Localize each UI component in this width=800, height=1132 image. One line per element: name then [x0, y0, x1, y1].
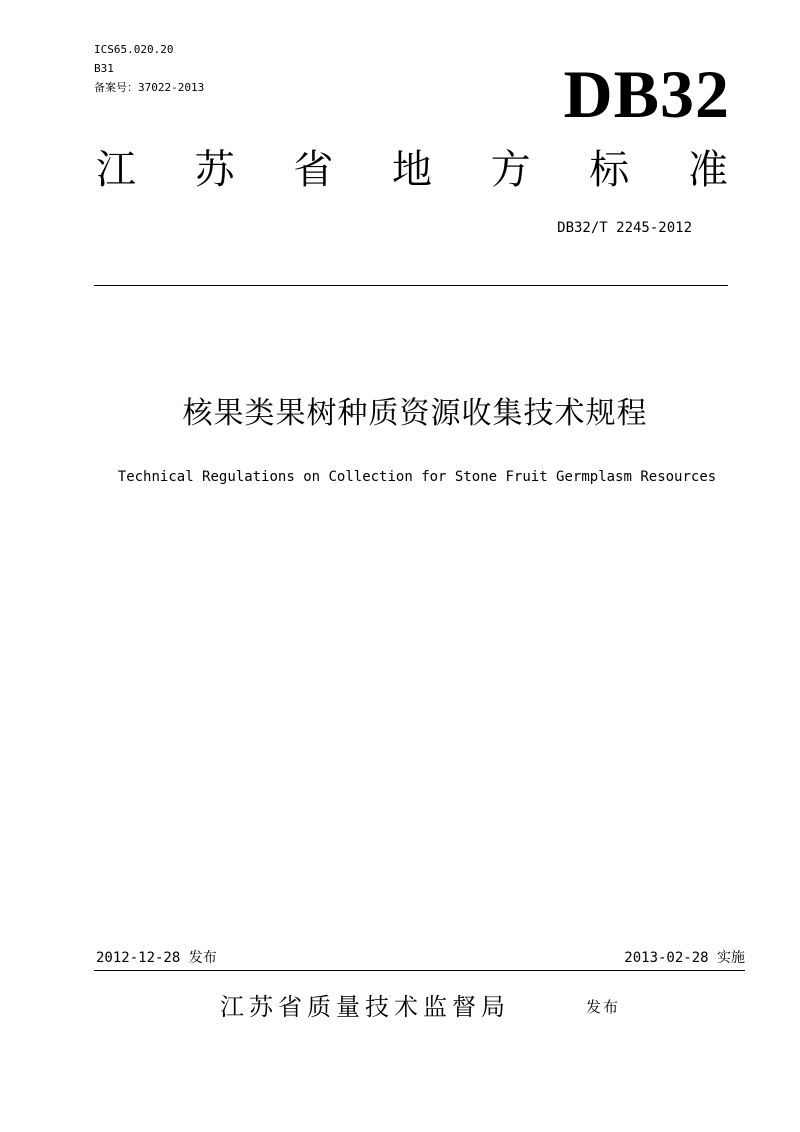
document-title-english: Technical Regulations on Collection for Stone Fruit Germplasm Resources — [117, 469, 717, 485]
org-char: 省 — [293, 147, 334, 193]
issuing-authority: 江苏省质量技术监督局 — [220, 993, 510, 1021]
header-divider — [94, 285, 728, 286]
org-char: 苏 — [194, 147, 235, 193]
org-char: 标 — [589, 147, 630, 193]
org-char: 准 — [687, 147, 728, 193]
footer-divider — [94, 970, 745, 971]
implement-date: 2013-02-28 实施 — [624, 950, 745, 966]
org-char: 地 — [391, 147, 432, 193]
standard-number: DB32/T 2245-2012 — [557, 220, 692, 236]
org-char: 方 — [490, 147, 531, 193]
ics-code: ICS65.020.20 — [94, 43, 174, 56]
org-char: 江 — [96, 147, 136, 193]
organization-heading — [96, 144, 728, 196]
standard-logo: DB32 — [563, 56, 730, 132]
document-title: 核果类果树种质资源收集技术规程 — [182, 396, 648, 431]
classification-code: B31 — [94, 62, 114, 75]
issuer-suffix: 发布 — [586, 998, 621, 1016]
publish-date: 2012-12-28 发布 — [96, 950, 217, 966]
record-number: 备案号：37022-2013 — [94, 81, 205, 94]
